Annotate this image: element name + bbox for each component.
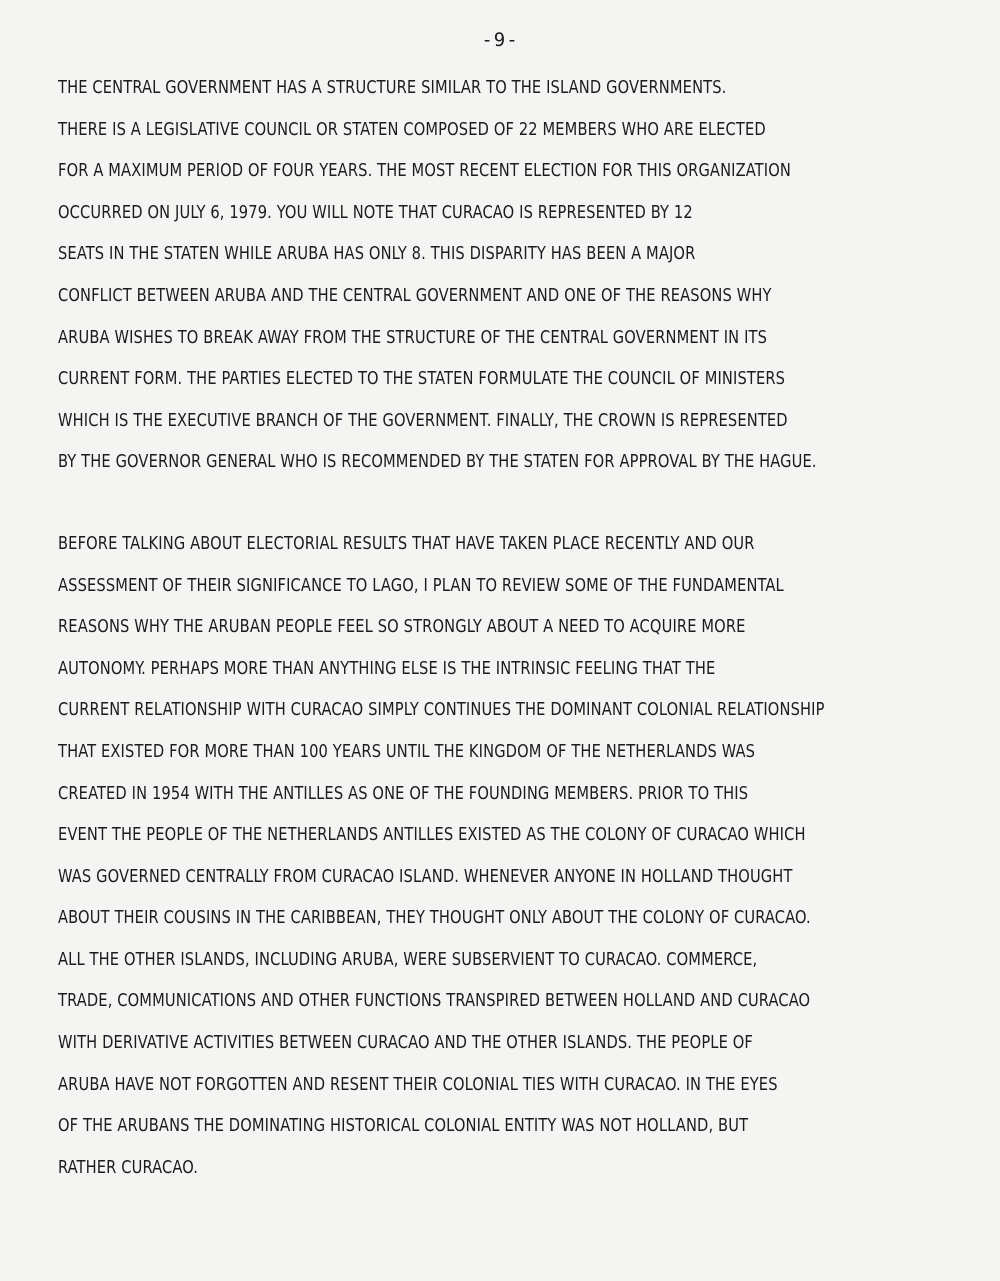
text-line: EVENT THE PEOPLE OF THE NETHERLANDS ANTILLES EXISTED AS THE COLONY OF CURACAO WHICH [58, 825, 806, 846]
text-line: FOR A MAXIMUM PERIOD OF FOUR YEARS. THE MOST RECENT ELECTION FOR THIS ORGANIZATION [58, 161, 791, 182]
paragraph-central-government [58, 75, 988, 491]
paragraph-spacer [58, 491, 988, 531]
text-line: ALL THE OTHER ISLANDS, INCLUDING ARUBA, WERE SUBSERVIENT TO CURACAO. COMMERCE, [58, 949, 758, 970]
text-line: WITH DERIVATIVE ACTIVITIES BETWEEN CURACAO AND THE OTHER ISLANDS. THE PEOPLE OF [58, 1033, 753, 1054]
text-line: TRADE, COMMUNICATIONS AND OTHER FUNCTIONS TRANSPIRED BETWEEN HOLLAND AND CURACAO [58, 991, 811, 1012]
text-line: ASSESSMENT OF THEIR SIGNIFICANCE TO LAGO, I PLAN TO REVIEW SOME OF THE FUNDAMENTAL [58, 575, 784, 596]
text-line: OCCURRED ON JULY 6, 1979. YOU WILL NOTE THAT CURACAO IS REPRESENTED BY 12 [58, 202, 693, 223]
text-line: SEATS IN THE STATEN WHILE ARUBA HAS ONLY 8. THIS DISPARITY HAS BEEN A MAJOR [58, 244, 696, 265]
text-line: CREATED IN 1954 WITH THE ANTILLES AS ONE OF THE FOUNDING MEMBERS. PRIOR TO THIS [58, 783, 749, 804]
text-line: THE CENTRAL GOVERNMENT HAS A STRUCTURE SIMILAR TO THE ISLAND GOVERNMENTS. [58, 78, 727, 98]
page-number: -9- [481, 29, 519, 51]
text-line: RATHER CURACAO. [58, 1157, 199, 1178]
paragraph-aruban-autonomy [58, 531, 988, 1197]
text-line: THAT EXISTED FOR MORE THAN 100 YEARS UNTIL THE KINGDOM OF THE NETHERLANDS WAS [58, 741, 756, 762]
text-line: REASONS WHY THE ARUBAN PEOPLE FEEL SO STRONGLY ABOUT A NEED TO ACQUIRE MORE [58, 617, 746, 638]
body-text [58, 75, 988, 1196]
text-line: CONFLICT BETWEEN ARUBA AND THE CENTRAL GOVERNMENT AND ONE OF THE REASONS WHY [58, 285, 772, 306]
text-line: ARUBA HAVE NOT FORGOTTEN AND RESENT THEIR COLONIAL TIES WITH CURACAO. IN THE EYES [58, 1074, 778, 1095]
text-line: BEFORE TALKING ABOUT ELECTORIAL RESULTS THAT HAVE TAKEN PLACE RECENTLY AND OUR [58, 533, 755, 554]
text-line: THERE IS A LEGISLATIVE COUNCIL OR STATEN COMPOSED OF 22 MEMBERS WHO ARE ELECTED [58, 119, 766, 140]
text-line: OF THE ARUBANS THE DOMINATING HISTORICAL COLONIAL ENTITY WAS NOT HOLLAND, BUT [58, 1116, 749, 1137]
text-line: CURRENT FORM. THE PARTIES ELECTED TO THE STATEN FORMULATE THE COUNCIL OF MINISTERS [58, 369, 786, 390]
text-line: WHICH IS THE EXECUTIVE BRANCH OF THE GOVERNMENT. FINALLY, THE CROWN IS REPRESENTED [58, 410, 788, 431]
text-line: ARUBA WISHES TO BREAK AWAY FROM THE STRUCTURE OF THE CENTRAL GOVERNMENT IN ITS [58, 327, 768, 348]
text-line: ABOUT THEIR COUSINS IN THE CARIBBEAN, THEY THOUGHT ONLY ABOUT THE COLONY OF CURACAO. [58, 908, 811, 929]
text-line: WAS GOVERNED CENTRALLY FROM CURACAO ISLAND. WHENEVER ANYONE IN HOLLAND THOUGHT [58, 866, 793, 887]
text-line: AUTONOMY. PERHAPS MORE THAN ANYTHING ELSE IS THE INTRINSIC FEELING THAT THE [58, 658, 716, 679]
text-line: CURRENT RELATIONSHIP WITH CURACAO SIMPLY CONTINUES THE DOMINANT COLONIAL RELATIONSHIP [58, 700, 825, 721]
text-line: BY THE GOVERNOR GENERAL WHO IS RECOMMENDED BY THE STATEN FOR APPROVAL BY THE HAGUE. [58, 452, 817, 473]
